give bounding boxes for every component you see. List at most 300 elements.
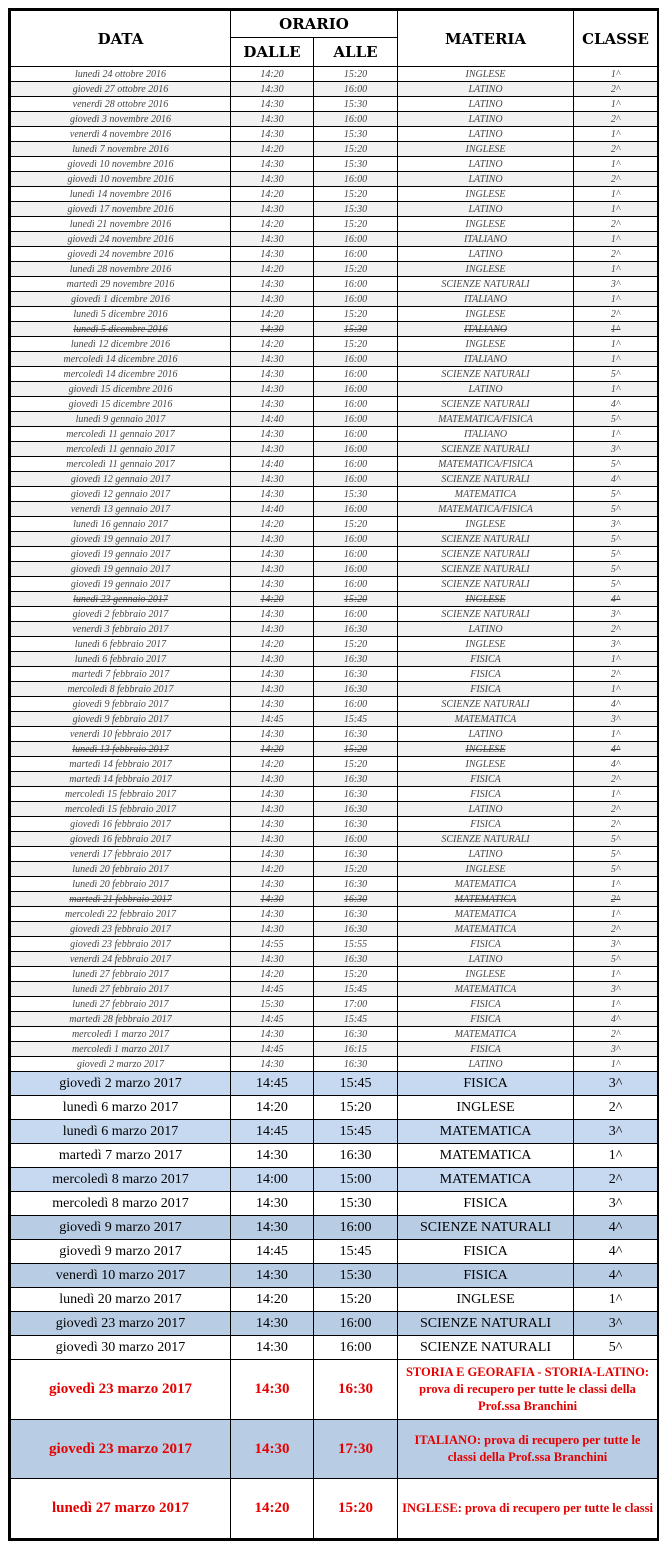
table-row xyxy=(11,247,658,262)
cell-class: 2^ xyxy=(574,112,658,127)
cell-start-time: 14:20 xyxy=(231,337,314,352)
table-row-upcoming xyxy=(11,1120,658,1144)
header-orario: ORARIO xyxy=(231,11,398,38)
table-row xyxy=(11,637,658,652)
table-row xyxy=(11,517,658,532)
cell-date: mercoledì 15 febbraio 2017 xyxy=(11,787,231,802)
cell-date: mercoledì 1 marzo 2017 xyxy=(11,1027,231,1042)
cell-subject: ITALIANO xyxy=(398,292,574,307)
cell-end-time: 16:00 xyxy=(314,427,398,442)
table-row xyxy=(11,1012,658,1027)
cell-end-time: 15:30 xyxy=(314,97,398,112)
table-row xyxy=(11,67,658,82)
cell-start-time: 14:30 xyxy=(231,292,314,307)
cell-class: 1^ xyxy=(574,877,658,892)
cell-subject: INGLESE xyxy=(398,1288,574,1312)
cell-subject: FISICA xyxy=(398,1264,574,1288)
cell-date: venerdì 17 febbraio 2017 xyxy=(11,847,231,862)
cell-start-time: 14:20 xyxy=(231,262,314,277)
cell-start-time: 14:20 xyxy=(231,517,314,532)
cell-start-time: 14:30 xyxy=(231,1027,314,1042)
cell-subject: INGLESE xyxy=(398,592,574,607)
cell-end-time: 16:30 xyxy=(314,652,398,667)
table-row-upcoming xyxy=(11,1264,658,1288)
cell-end-time: 16:00 xyxy=(314,442,398,457)
cell-end-time: 16:30 xyxy=(314,787,398,802)
cell-class: 3^ xyxy=(574,937,658,952)
cell-class: 5^ xyxy=(574,457,658,472)
cell-date: venerdì 10 marzo 2017 xyxy=(11,1264,231,1288)
cell-subject: MATEMATICA xyxy=(398,922,574,937)
table-row-upcoming xyxy=(11,1240,658,1264)
cell-end-time: 15:20 xyxy=(314,187,398,202)
cell-start-time: 14:30 xyxy=(231,607,314,622)
table-row xyxy=(11,472,658,487)
cell-date: lunedì 7 novembre 2016 xyxy=(11,142,231,157)
cell-subject: ITALIANO xyxy=(398,427,574,442)
cell-end-time: 16:00 xyxy=(314,397,398,412)
cell-end-time: 17:30 xyxy=(314,1420,398,1479)
cell-start-time: 14:20 xyxy=(231,592,314,607)
table-row xyxy=(11,1042,658,1057)
table-row-upcoming xyxy=(11,1096,658,1120)
cell-subject: FISICA xyxy=(398,682,574,697)
cell-start-time: 14:55 xyxy=(231,937,314,952)
cell-end-time: 16:00 xyxy=(314,232,398,247)
cell-subject: FISICA xyxy=(398,1240,574,1264)
table-row xyxy=(11,367,658,382)
cell-subject: MATEMATICA xyxy=(398,1144,574,1168)
table-row xyxy=(11,112,658,127)
cell-date: giovedì 10 novembre 2016 xyxy=(11,172,231,187)
cell-class: 3^ xyxy=(574,1072,658,1096)
cell-date: lunedì 6 febbraio 2017 xyxy=(11,652,231,667)
cell-start-time: 14:00 xyxy=(231,1168,314,1192)
table-row xyxy=(11,652,658,667)
cell-end-time: 15:30 xyxy=(314,157,398,172)
cell-start-time: 14:30 xyxy=(231,442,314,457)
cell-subject: LATINO xyxy=(398,247,574,262)
cell-end-time: 15:55 xyxy=(314,937,398,952)
table-row-recovery-exam xyxy=(11,1420,658,1479)
cell-subject: SCIENZE NATURALI xyxy=(398,562,574,577)
cell-recovery-note: INGLESE: prova di recupero per tutte le classi xyxy=(398,1479,658,1539)
header-data: DATA xyxy=(11,11,231,67)
cell-class: 4^ xyxy=(574,472,658,487)
cell-subject: SCIENZE NATURALI xyxy=(398,607,574,622)
cell-class: 1^ xyxy=(574,682,658,697)
cell-class: 2^ xyxy=(574,802,658,817)
table-row xyxy=(11,82,658,97)
cell-subject: LATINO xyxy=(398,847,574,862)
cell-start-time: 14:30 xyxy=(231,322,314,337)
cell-end-time: 15:20 xyxy=(314,637,398,652)
cell-class: 2^ xyxy=(574,217,658,232)
cell-date: lunedì 20 febbraio 2017 xyxy=(11,862,231,877)
table-row xyxy=(11,502,658,517)
schedule-table xyxy=(10,10,658,1539)
table-row xyxy=(11,727,658,742)
cell-date: giovedì 16 febbraio 2017 xyxy=(11,832,231,847)
cell-start-time: 14:45 xyxy=(231,1240,314,1264)
cell-end-time: 16:00 xyxy=(314,112,398,127)
cell-date: giovedì 23 marzo 2017 xyxy=(11,1312,231,1336)
cell-date: lunedì 5 dicembre 2016 xyxy=(11,307,231,322)
cell-start-time: 14:20 xyxy=(231,217,314,232)
cell-end-time: 16:00 xyxy=(314,1216,398,1240)
cell-end-time: 16:30 xyxy=(314,622,398,637)
table-row xyxy=(11,967,658,982)
cell-start-time: 14:30 xyxy=(231,727,314,742)
cell-subject: FISICA xyxy=(398,652,574,667)
cell-class: 3^ xyxy=(574,607,658,622)
table-row xyxy=(11,337,658,352)
cell-date: mercoledì 14 dicembre 2016 xyxy=(11,367,231,382)
cell-date: mercoledì 8 marzo 2017 xyxy=(11,1168,231,1192)
table-row-recovery-exam xyxy=(11,1360,658,1420)
cell-start-time: 14:30 xyxy=(231,847,314,862)
table-row xyxy=(11,487,658,502)
cell-end-time: 15:45 xyxy=(314,1072,398,1096)
cell-date: giovedì 9 febbraio 2017 xyxy=(11,697,231,712)
cell-end-time: 16:30 xyxy=(314,802,398,817)
cell-end-time: 15:30 xyxy=(314,1192,398,1216)
cell-start-time: 14:30 xyxy=(231,277,314,292)
cell-end-time: 16:00 xyxy=(314,502,398,517)
table-row xyxy=(11,697,658,712)
cell-start-time: 14:30 xyxy=(231,562,314,577)
cell-start-time: 14:30 xyxy=(231,157,314,172)
cell-start-time: 14:20 xyxy=(231,742,314,757)
table-row xyxy=(11,382,658,397)
cell-class: 4^ xyxy=(574,592,658,607)
cell-class: 5^ xyxy=(574,562,658,577)
cell-class: 2^ xyxy=(574,892,658,907)
table-row xyxy=(11,292,658,307)
cell-start-time: 14:45 xyxy=(231,1120,314,1144)
cell-end-time: 16:00 xyxy=(314,172,398,187)
cell-end-time: 16:00 xyxy=(314,577,398,592)
cell-date: giovedì 2 febbraio 2017 xyxy=(11,607,231,622)
cell-class: 5^ xyxy=(574,547,658,562)
cell-subject: INGLESE xyxy=(398,757,574,772)
table-row xyxy=(11,802,658,817)
table-row-upcoming xyxy=(11,1216,658,1240)
cell-start-time: 14:30 xyxy=(231,112,314,127)
cell-start-time: 14:30 xyxy=(231,547,314,562)
table-row xyxy=(11,262,658,277)
cell-subject: LATINO xyxy=(398,112,574,127)
cell-date: lunedì 27 marzo 2017 xyxy=(11,1479,231,1539)
cell-end-time: 17:00 xyxy=(314,997,398,1012)
cell-subject: MATEMATICA xyxy=(398,892,574,907)
cell-end-time: 15:30 xyxy=(314,202,398,217)
cell-subject: INGLESE xyxy=(398,262,574,277)
cell-start-time: 14:20 xyxy=(231,142,314,157)
cell-subject: SCIENZE NATURALI xyxy=(398,832,574,847)
cell-end-time: 16:00 xyxy=(314,412,398,427)
cell-class: 4^ xyxy=(574,1264,658,1288)
cell-start-time: 14:30 xyxy=(231,202,314,217)
cell-end-time: 16:00 xyxy=(314,472,398,487)
cell-subject: SCIENZE NATURALI xyxy=(398,397,574,412)
cell-date: lunedì 20 febbraio 2017 xyxy=(11,877,231,892)
table-row-upcoming xyxy=(11,1288,658,1312)
table-row xyxy=(11,832,658,847)
cell-start-time: 14:20 xyxy=(231,1288,314,1312)
cell-start-time: 14:30 xyxy=(231,82,314,97)
table-row xyxy=(11,877,658,892)
cell-subject: INGLESE xyxy=(398,337,574,352)
cell-date: martedì 7 febbraio 2017 xyxy=(11,667,231,682)
cell-class: 1^ xyxy=(574,1144,658,1168)
cell-class: 1^ xyxy=(574,322,658,337)
table-row xyxy=(11,1057,658,1072)
cell-end-time: 15:20 xyxy=(314,1288,398,1312)
cell-subject: LATINO xyxy=(398,202,574,217)
cell-date: venerdì 10 febbraio 2017 xyxy=(11,727,231,742)
cell-start-time: 14:30 xyxy=(231,427,314,442)
cell-end-time: 16:00 xyxy=(314,607,398,622)
cell-start-time: 14:30 xyxy=(231,832,314,847)
table-row xyxy=(11,682,658,697)
cell-subject: SCIENZE NATURALI xyxy=(398,1216,574,1240)
table-row xyxy=(11,97,658,112)
cell-subject: MATEMATICA xyxy=(398,487,574,502)
cell-end-time: 16:00 xyxy=(314,832,398,847)
cell-start-time: 14:30 xyxy=(231,892,314,907)
cell-date: giovedì 17 novembre 2016 xyxy=(11,202,231,217)
table-row xyxy=(11,427,658,442)
cell-class: 1^ xyxy=(574,967,658,982)
cell-start-time: 14:30 xyxy=(231,1264,314,1288)
cell-start-time: 14:30 xyxy=(231,787,314,802)
cell-start-time: 14:30 xyxy=(231,352,314,367)
cell-class: 2^ xyxy=(574,82,658,97)
cell-subject: INGLESE xyxy=(398,637,574,652)
table-row-upcoming xyxy=(11,1192,658,1216)
cell-class: 3^ xyxy=(574,442,658,457)
cell-class: 3^ xyxy=(574,982,658,997)
cell-subject: MATEMATICA xyxy=(398,877,574,892)
cell-date: lunedì 6 marzo 2017 xyxy=(11,1120,231,1144)
cell-class: 3^ xyxy=(574,1312,658,1336)
cell-end-time: 16:00 xyxy=(314,1336,398,1360)
cell-class: 1^ xyxy=(574,907,658,922)
cell-subject: LATINO xyxy=(398,727,574,742)
cell-subject: INGLESE xyxy=(398,862,574,877)
cell-date: lunedì 27 febbraio 2017 xyxy=(11,967,231,982)
cell-date: lunedì 14 novembre 2016 xyxy=(11,187,231,202)
cell-class: 3^ xyxy=(574,277,658,292)
header-materia: MATERIA xyxy=(398,11,574,67)
table-row xyxy=(11,457,658,472)
cell-class: 3^ xyxy=(574,1120,658,1144)
cell-class: 2^ xyxy=(574,307,658,322)
table-row xyxy=(11,232,658,247)
table-row xyxy=(11,412,658,427)
cell-start-time: 14:30 xyxy=(231,772,314,787)
cell-date: giovedì 19 gennaio 2017 xyxy=(11,547,231,562)
cell-subject: INGLESE xyxy=(398,742,574,757)
cell-start-time: 14:30 xyxy=(231,817,314,832)
cell-date: venerdì 4 novembre 2016 xyxy=(11,127,231,142)
cell-date: giovedì 12 gennaio 2017 xyxy=(11,472,231,487)
cell-start-time: 14:30 xyxy=(231,1312,314,1336)
cell-start-time: 14:45 xyxy=(231,982,314,997)
cell-end-time: 16:00 xyxy=(314,697,398,712)
cell-class: 4^ xyxy=(574,1216,658,1240)
cell-class: 5^ xyxy=(574,952,658,967)
cell-class: 1^ xyxy=(574,352,658,367)
cell-start-time: 14:30 xyxy=(231,1360,314,1420)
cell-recovery-note: ITALIANO: prova di recupero per tutte le classi della Prof.ssa Branchini xyxy=(398,1420,658,1479)
cell-class: 1^ xyxy=(574,652,658,667)
cell-subject: INGLESE xyxy=(398,967,574,982)
cell-subject: FISICA xyxy=(398,787,574,802)
cell-class: 1^ xyxy=(574,127,658,142)
cell-end-time: 15:20 xyxy=(314,1096,398,1120)
cell-date: giovedì 23 marzo 2017 xyxy=(11,1360,231,1420)
cell-start-time: 14:30 xyxy=(231,907,314,922)
cell-class: 2^ xyxy=(574,1168,658,1192)
cell-end-time: 16:30 xyxy=(314,1360,398,1420)
cell-class: 1^ xyxy=(574,1057,658,1072)
cell-subject: INGLESE xyxy=(398,67,574,82)
cell-start-time: 14:20 xyxy=(231,187,314,202)
cell-date: giovedì 16 febbraio 2017 xyxy=(11,817,231,832)
cell-date: martedì 28 febbraio 2017 xyxy=(11,1012,231,1027)
cell-date: mercoledì 11 gennaio 2017 xyxy=(11,427,231,442)
table-row xyxy=(11,157,658,172)
table-row xyxy=(11,607,658,622)
cell-start-time: 14:30 xyxy=(231,682,314,697)
cell-date: giovedì 19 gennaio 2017 xyxy=(11,562,231,577)
cell-date: mercoledì 8 febbraio 2017 xyxy=(11,682,231,697)
cell-date: giovedì 24 novembre 2016 xyxy=(11,247,231,262)
cell-start-time: 14:20 xyxy=(231,637,314,652)
cell-class: 4^ xyxy=(574,1012,658,1027)
cell-date: mercoledì 14 dicembre 2016 xyxy=(11,352,231,367)
cell-subject: LATINO xyxy=(398,802,574,817)
cell-class: 4^ xyxy=(574,697,658,712)
cell-date: venerdì 13 gennaio 2017 xyxy=(11,502,231,517)
cell-date: martedì 21 febbraio 2017 xyxy=(11,892,231,907)
cell-class: 1^ xyxy=(574,202,658,217)
cell-subject: INGLESE xyxy=(398,1096,574,1120)
cell-start-time: 14:30 xyxy=(231,127,314,142)
cell-start-time: 14:20 xyxy=(231,67,314,82)
cell-subject: INGLESE xyxy=(398,517,574,532)
cell-end-time: 15:20 xyxy=(314,67,398,82)
cell-date: giovedì 23 febbraio 2017 xyxy=(11,922,231,937)
cell-end-time: 16:30 xyxy=(314,667,398,682)
cell-class: 1^ xyxy=(574,97,658,112)
cell-start-time: 14:30 xyxy=(231,1144,314,1168)
cell-start-time: 14:45 xyxy=(231,712,314,727)
cell-end-time: 16:00 xyxy=(314,1312,398,1336)
cell-start-time: 14:30 xyxy=(231,397,314,412)
cell-date: giovedì 23 marzo 2017 xyxy=(11,1420,231,1479)
cell-date: giovedì 12 gennaio 2017 xyxy=(11,487,231,502)
table-row xyxy=(11,817,658,832)
cell-subject: SCIENZE NATURALI xyxy=(398,442,574,457)
cell-start-time: 14:30 xyxy=(231,1216,314,1240)
cell-start-time: 14:30 xyxy=(231,487,314,502)
cell-end-time: 15:45 xyxy=(314,982,398,997)
cell-subject: FISICA xyxy=(398,1042,574,1057)
cell-subject: INGLESE xyxy=(398,142,574,157)
cell-class: 5^ xyxy=(574,367,658,382)
cell-class: 1^ xyxy=(574,1288,658,1312)
cell-date: lunedì 21 novembre 2016 xyxy=(11,217,231,232)
cell-subject: MATEMATICA/FISICA xyxy=(398,502,574,517)
cell-subject: MATEMATICA xyxy=(398,982,574,997)
cell-subject: MATEMATICA xyxy=(398,907,574,922)
cell-start-time: 14:30 xyxy=(231,697,314,712)
cell-date: giovedì 3 novembre 2016 xyxy=(11,112,231,127)
cell-subject: INGLESE xyxy=(398,217,574,232)
cell-start-time: 14:30 xyxy=(231,1192,314,1216)
cell-end-time: 15:30 xyxy=(314,127,398,142)
cell-class: 1^ xyxy=(574,292,658,307)
table-row-upcoming xyxy=(11,1336,658,1360)
cell-subject: INGLESE xyxy=(398,187,574,202)
cell-end-time: 16:30 xyxy=(314,877,398,892)
cell-end-time: 15:45 xyxy=(314,712,398,727)
table-row xyxy=(11,217,658,232)
cell-class: 4^ xyxy=(574,757,658,772)
cell-subject: MATEMATICA xyxy=(398,712,574,727)
cell-class: 5^ xyxy=(574,532,658,547)
cell-date: giovedì 15 dicembre 2016 xyxy=(11,382,231,397)
cell-start-time: 14:30 xyxy=(231,922,314,937)
cell-end-time: 16:30 xyxy=(314,1057,398,1072)
cell-class: 2^ xyxy=(574,1027,658,1042)
cell-start-time: 14:20 xyxy=(231,757,314,772)
cell-end-time: 16:00 xyxy=(314,82,398,97)
cell-subject: LATINO xyxy=(398,1057,574,1072)
cell-subject: LATINO xyxy=(398,382,574,397)
cell-end-time: 15:20 xyxy=(314,742,398,757)
table-row-cancelled xyxy=(11,892,658,907)
cell-class: 5^ xyxy=(574,487,658,502)
table-row-upcoming xyxy=(11,1144,658,1168)
cell-end-time: 15:20 xyxy=(314,262,398,277)
cell-subject: FISICA xyxy=(398,937,574,952)
table-row xyxy=(11,757,658,772)
cell-end-time: 16:30 xyxy=(314,727,398,742)
cell-end-time: 16:30 xyxy=(314,907,398,922)
cell-date: giovedì 27 ottobre 2016 xyxy=(11,82,231,97)
cell-end-time: 16:00 xyxy=(314,352,398,367)
cell-subject: LATINO xyxy=(398,157,574,172)
cell-date: giovedì 10 novembre 2016 xyxy=(11,157,231,172)
cell-start-time: 14:45 xyxy=(231,1072,314,1096)
cell-date: mercoledì 8 marzo 2017 xyxy=(11,1192,231,1216)
cell-class: 1^ xyxy=(574,337,658,352)
table-row-cancelled xyxy=(11,592,658,607)
cell-end-time: 16:30 xyxy=(314,1027,398,1042)
cell-start-time: 14:30 xyxy=(231,1336,314,1360)
cell-start-time: 15:30 xyxy=(231,997,314,1012)
cell-start-time: 14:30 xyxy=(231,1420,314,1479)
header-dalle: DALLE xyxy=(231,38,314,67)
cell-end-time: 16:30 xyxy=(314,892,398,907)
cell-date: lunedì 13 febbraio 2017 xyxy=(11,742,231,757)
cell-date: lunedì 24 ottobre 2016 xyxy=(11,67,231,82)
cell-subject: SCIENZE NATURALI xyxy=(398,697,574,712)
